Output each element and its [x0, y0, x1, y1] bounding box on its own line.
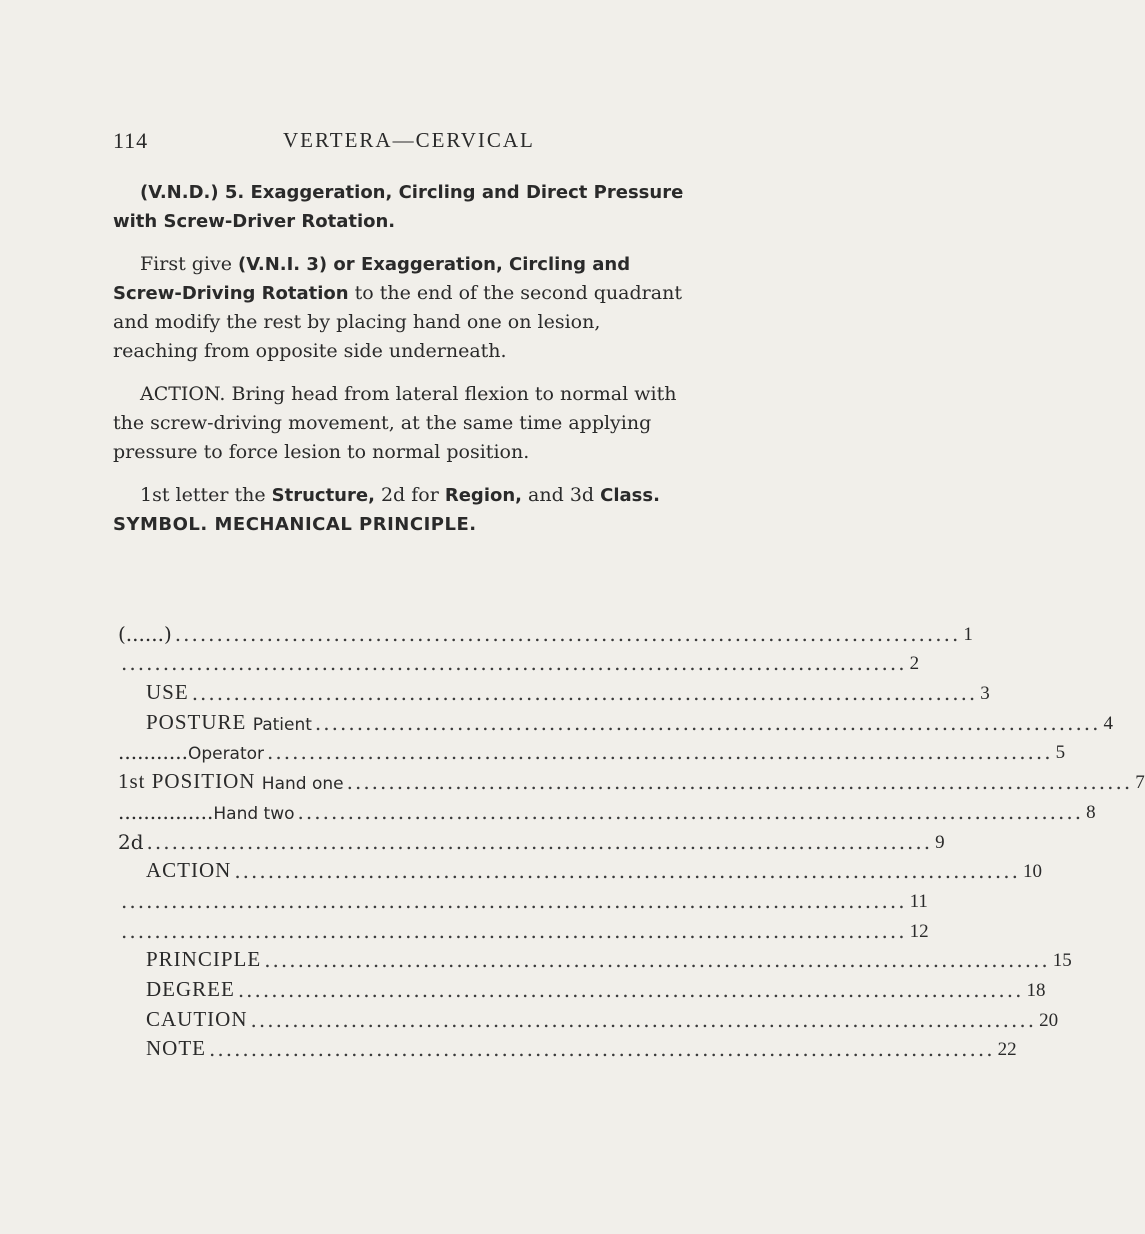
- leader-dots: ..............................................................................................: [121, 888, 907, 913]
- index-row: [118, 883, 928, 913]
- index-sublabel: Hand two: [213, 803, 295, 824]
- leader-dots: ...............: [118, 799, 214, 824]
- index-number: 2: [909, 653, 920, 675]
- index-row: [118, 794, 1096, 824]
- paragraph-action: ACTION. Bring head from lateral flexion to normal with the screw-driving movement, at the same time applying pressure to force lesion to normal position.: [113, 383, 677, 463]
- index-label: NOTE: [146, 1036, 206, 1061]
- index-number: 7: [1135, 772, 1145, 794]
- para1-start: First give: [140, 253, 239, 275]
- section-heading: [113, 178, 685, 236]
- index-row: [118, 1002, 1059, 1032]
- running-head: VERTERA—CERVICAL: [283, 128, 535, 152]
- index-row: [118, 943, 1072, 973]
- leader-dots: ..............................................................................................: [346, 770, 1133, 795]
- index-row: [118, 735, 1066, 765]
- index-label: 1st POSITION: [118, 769, 256, 794]
- leader-dots: ..............................................................................................: [314, 710, 1101, 735]
- index-sublabel: Patient: [252, 714, 312, 735]
- leader-dots: ..............................................................................................: [146, 829, 933, 854]
- index-row: [118, 972, 1046, 1002]
- legend-class: Class.: [600, 485, 660, 506]
- index-row: [118, 616, 973, 646]
- index-number: 22: [997, 1039, 1017, 1061]
- heading-title: Exaggeration, Circling and Direct Pressure with Screw-Driver Rotation.: [113, 182, 684, 232]
- index-label: POSTURE: [146, 709, 247, 734]
- index-row: [118, 705, 1114, 735]
- legend-line: [113, 481, 685, 510]
- legend-text-3: and 3d: [522, 484, 601, 506]
- leader-dots: ...........: [118, 740, 188, 765]
- index-number: 5: [1055, 742, 1066, 764]
- leader-dots: ..............................................................................................: [297, 799, 1084, 824]
- index-sublabel: Operator: [187, 744, 265, 765]
- index-label: 2d: [118, 829, 144, 854]
- paragraph-first-give: [113, 250, 685, 366]
- legend-text-1: 1st letter the: [140, 484, 272, 506]
- heading-prefix: (V.N.D.) 5.: [140, 182, 251, 203]
- leader-dots: ..............................................................................................: [174, 621, 961, 646]
- legend-region: Region,: [444, 485, 523, 506]
- index-label: PRINCIPLE: [146, 947, 262, 972]
- index-number: 12: [909, 920, 929, 942]
- index-label: (......): [118, 621, 172, 646]
- leader-dots: ..............................................................................................: [250, 1007, 1037, 1032]
- symbol-title: SYMBOL. MECHANICAL PRINCIPLE.: [113, 514, 477, 535]
- para1-reference: (V.N.I. 3) or Exaggeration, Circling and Screw-Driving Rotation: [113, 254, 631, 304]
- leader-dots: ..............................................................................................: [264, 948, 1050, 973]
- index-label: ACTION: [146, 858, 232, 883]
- leader-dots: ..............................................................................................: [191, 681, 978, 706]
- page-header: [0, 128, 801, 158]
- index-sublabel: Hand one: [261, 774, 344, 795]
- index-number: 10: [1022, 861, 1042, 883]
- index-label: USE: [146, 680, 189, 705]
- index-number: 20: [1039, 1009, 1059, 1031]
- index-list: [118, 616, 1145, 1062]
- index-number: 11: [909, 890, 928, 912]
- leader-dots: ..............................................................................................: [121, 918, 907, 943]
- index-row: [118, 764, 1145, 795]
- index-row: [118, 824, 945, 854]
- leader-dots: ..............................................................................................: [121, 651, 907, 676]
- index-row: [118, 1032, 1017, 1062]
- index-number: 15: [1052, 950, 1072, 972]
- index-row: [118, 913, 929, 943]
- index-number: 4: [1103, 712, 1114, 734]
- leader-dots: ..............................................................................................: [267, 740, 1053, 765]
- index-row: [118, 854, 1042, 884]
- leader-dots: ..............................................................................................: [237, 977, 1024, 1002]
- index-row: [118, 646, 920, 676]
- legend-structure: Structure,: [271, 485, 375, 506]
- index-number: 18: [1026, 979, 1046, 1001]
- index-label: CAUTION: [146, 1006, 248, 1031]
- para1-rest: to the end of the second quadrant and modify the rest by placing hand one on lesion, reaching from opposite side underneath.: [113, 282, 682, 362]
- leader-dots: ..............................................................................................: [209, 1037, 995, 1062]
- index-number: 8: [1086, 801, 1096, 823]
- text-block: [113, 178, 685, 539]
- index-number: 1: [963, 623, 973, 645]
- leader-dots: ..............................................................................................: [234, 859, 1020, 884]
- index-number: 9: [935, 831, 945, 853]
- legend-text-2: 2d for: [374, 484, 445, 506]
- index-row: [118, 675, 990, 706]
- index-label: DEGREE: [146, 976, 235, 1001]
- page-number: 114: [113, 128, 149, 153]
- index-number: 3: [980, 683, 990, 705]
